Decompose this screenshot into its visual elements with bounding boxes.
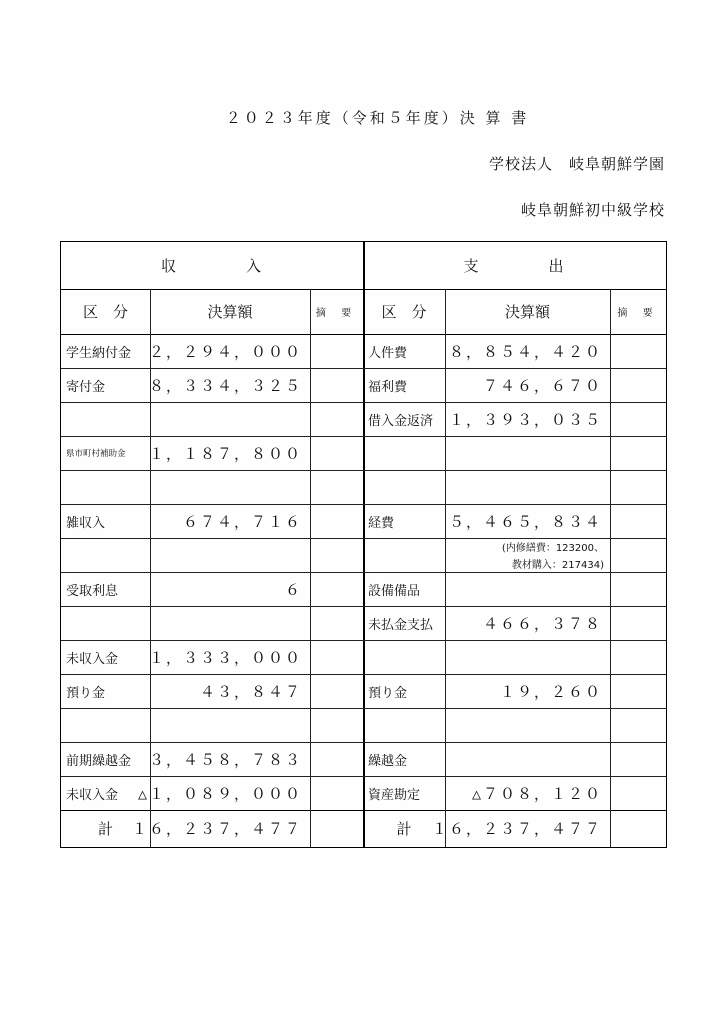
income-amount-cell: ２，２９４，０００: [148, 342, 302, 361]
expense-category-cell: 借入金返済: [368, 413, 434, 429]
expense-category-cell: [363, 640, 445, 674]
expense-amount-cell: ８，８５４，４２０: [448, 342, 602, 361]
expense-note-line-1: (内修繕費：123200、: [501, 543, 604, 554]
expense-amount-header: 決算額: [504, 303, 550, 321]
expense-category-cell: 資産勘定: [368, 787, 421, 803]
income-section-header: 収 入: [160, 257, 263, 275]
income-remarks-cell: [310, 606, 363, 640]
income-category-cell: [61, 606, 150, 640]
income-amount-cell: △１，０８９，０００: [137, 784, 302, 803]
document-title: ２０２３年度（令和５年度）決 算 書: [225, 109, 530, 127]
income-category-cell: 雑収入: [66, 515, 106, 531]
income-remarks-cell: [310, 742, 363, 776]
income-remarks-cell: [310, 776, 363, 810]
expense-remarks-cell: [610, 708, 666, 742]
expense-amount-cell: １９，２６０: [499, 682, 602, 701]
income-amount-cell: １，３３３，０００: [148, 648, 302, 667]
income-remarks-cell: [310, 572, 363, 606]
expense-category-cell: 福利費: [368, 379, 408, 395]
income-category-cell: 学生納付金: [66, 345, 132, 361]
expense-remarks-cell: [610, 402, 666, 436]
income-amount-cell: ４３，８４７: [199, 682, 302, 701]
expense-category-header: 区 分: [381, 303, 427, 321]
expense-amount-cell: ７４６，６７０: [482, 376, 602, 395]
expense-amount-cell: [445, 640, 610, 674]
income-amount-cell: [150, 606, 310, 640]
expense-category-cell: 人件費: [368, 345, 408, 361]
expense-category-cell: 預り金: [368, 685, 408, 701]
income-category-cell: [61, 402, 150, 436]
income-amount-cell: ６: [284, 580, 302, 599]
expense-category-cell: 未払金支払: [368, 617, 434, 633]
expense-amount-cell: △７０８，１２０: [471, 784, 602, 803]
expense-remarks-cell: [610, 606, 666, 640]
expense-remarks-cell: [610, 368, 666, 402]
income-total-label: 計: [97, 820, 113, 838]
expense-amount-cell: [445, 708, 610, 742]
income-remarks-cell: [310, 470, 363, 504]
organization-name: 学校法人 岐阜朝鮮学園: [488, 155, 665, 173]
income-amount-cell: ３，４５８，７８３: [148, 750, 302, 769]
income-remarks-cell: [310, 402, 363, 436]
income-remarks-cell: [310, 436, 363, 470]
income-remarks-cell: [310, 640, 363, 674]
income-remarks-cell: [310, 368, 363, 402]
expense-amount-cell: [445, 572, 610, 606]
expense-amount-cell: [445, 742, 610, 776]
income-category-cell: 未収入金: [66, 651, 119, 667]
school-name: 岐阜朝鮮初中級学校: [520, 201, 665, 219]
expense-remarks-cell: [610, 436, 666, 470]
income-amount-cell: ８，３３４，３２５: [148, 376, 302, 395]
income-category-cell: 預り金: [66, 685, 106, 701]
income-remarks-header: 摘 要: [315, 308, 358, 319]
expense-category-cell: 繰越金: [368, 753, 408, 769]
income-amount-cell: [150, 402, 310, 436]
income-category-cell: 寄付金: [66, 379, 106, 395]
expense-category-cell: [363, 708, 445, 742]
income-remarks-cell: [310, 708, 363, 742]
income-amount-header: 決算額: [207, 303, 253, 321]
expense-amount-cell: [445, 436, 610, 470]
income-amount-cell: １，１８７，８００: [148, 444, 302, 463]
income-total-amount: １６，２３７，４７７: [131, 820, 302, 838]
expense-total-label: 計: [396, 820, 412, 838]
expense-remarks-cell: [610, 572, 666, 606]
income-category-cell: [61, 708, 150, 742]
income-category-cell: 前期繰越金: [66, 753, 132, 769]
income-remarks-cell: [310, 504, 363, 538]
expense-total-amount: １６，２３７，４７７: [431, 820, 602, 838]
financial-statement-table: [60, 241, 667, 848]
income-category-cell: 受取利息: [66, 583, 119, 599]
expense-remarks-cell: [610, 776, 666, 810]
expense-category-cell: [363, 470, 445, 504]
expense-category-cell: 経費: [368, 515, 395, 531]
expense-remarks-cell: [610, 504, 666, 538]
income-category-cell: 県市町村補助金: [66, 449, 126, 459]
income-remarks-cell: [310, 674, 363, 708]
expense-category-cell: [363, 436, 445, 470]
income-amount-cell: [150, 538, 310, 572]
income-amount-cell: ６７４，７１６: [182, 512, 302, 531]
expense-remarks-cell: [610, 334, 666, 368]
income-amount-cell: [150, 708, 310, 742]
expense-remarks-cell: [610, 674, 666, 708]
expense-category-cell: [363, 538, 445, 572]
expense-amount-cell: [445, 470, 610, 504]
expense-remarks-header: 摘 要: [617, 308, 659, 319]
expense-remarks-cell: [610, 538, 666, 572]
expense-category-cell: 設備備品: [368, 583, 421, 599]
expense-remarks-cell: [610, 470, 666, 504]
expense-section-header: 支 出: [463, 257, 566, 275]
income-amount-cell: [150, 470, 310, 504]
expense-amount-cell: ５，４６５，８３４: [448, 512, 602, 531]
expense-note-line-2: 教材購入：217434): [511, 560, 604, 571]
income-category-header: 区 分: [82, 303, 128, 321]
expense-amount-cell: １，３９３，０３５: [448, 410, 602, 429]
expense-amount-cell: ４６６，３７８: [482, 614, 602, 633]
income-remarks-cell: [310, 538, 363, 572]
income-category-cell: 未収入金: [66, 787, 119, 803]
income-remarks-cell: [310, 334, 363, 368]
expense-remarks-cell: [610, 640, 666, 674]
income-category-cell: [61, 470, 150, 504]
expense-remarks-cell: [610, 742, 666, 776]
income-category-cell: [61, 538, 150, 572]
